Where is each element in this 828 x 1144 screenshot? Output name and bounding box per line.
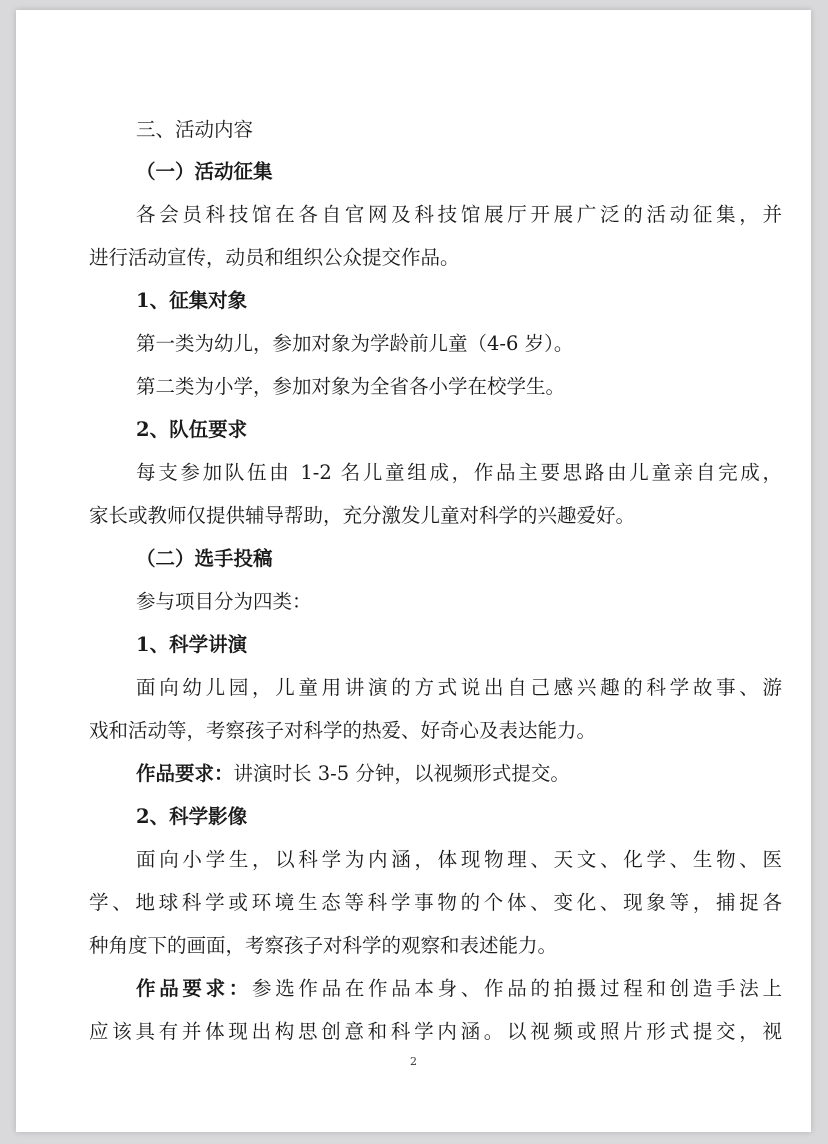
- paragraph-line: 参与项目分为四类：: [136, 590, 312, 613]
- paragraph-line: 家长或教师仅提供辅导帮助，充分激发儿童对科学的兴趣爱好。: [89, 504, 636, 527]
- requirement-label: 作品要求：: [136, 977, 253, 1000]
- paragraph-line: 第一类为幼儿，参加对象为学龄前儿童（4-6 岁）。: [136, 332, 574, 355]
- document-page: [16, 10, 811, 1132]
- paragraph-line: 每支参加队伍由 1-2 名儿童组成，作品主要思路由儿童亲自完成，: [136, 461, 782, 484]
- paragraph-line: 面向幼儿园，儿童用讲演的方式说出自己感兴趣的科学故事、游: [136, 676, 782, 699]
- subsection-heading: （一）活动征集: [136, 160, 273, 183]
- requirement-line: [136, 762, 570, 786]
- item-heading: 2、队伍要求: [136, 418, 248, 441]
- paragraph-line: 面向小学生，以科学为内涵，体现物理、天文、化学、生物、医: [136, 848, 782, 871]
- paragraph-line: 第二类为小学，参加对象为全省各小学在校学生。: [136, 375, 566, 398]
- item-heading: 1、征集对象: [136, 289, 248, 312]
- item-heading: 1、科学讲演: [136, 633, 248, 656]
- paragraph-line: 学、地球科学或环境生态等科学事物的个体、变化、现象等，捕捉各: [89, 891, 782, 914]
- subsection-heading: （二）选手投稿: [136, 547, 273, 570]
- requirement-text: 参选作品在作品本身、作品的拍摄过程和创造手法上: [252, 977, 782, 1000]
- paragraph-line: 戏和活动等，考察孩子对科学的热爱、好奇心及表达能力。: [89, 719, 597, 742]
- section-heading: 三、活动内容: [136, 118, 254, 141]
- requirement-text: 讲演时长 3-5 分钟，以视频形式提交。: [233, 762, 570, 785]
- paragraph-line: 应该具有并体现出构思创意和科学内涵。以视频或照片形式提交，视: [89, 1020, 782, 1043]
- item-heading: 2、科学影像: [136, 805, 248, 828]
- paragraph-line: 进行活动宣传，动员和组织公众提交作品。: [89, 246, 460, 269]
- requirement-label: 作品要求：: [136, 762, 234, 785]
- page-number: 2: [410, 1055, 417, 1068]
- paragraph-line: 各会员科技馆在各自官网及科技馆展厅开展广泛的活动征集，并: [136, 203, 782, 226]
- requirement-line: [136, 977, 782, 1001]
- paragraph-line: 种角度下的画面，考察孩子对科学的观察和表述能力。: [89, 934, 558, 957]
